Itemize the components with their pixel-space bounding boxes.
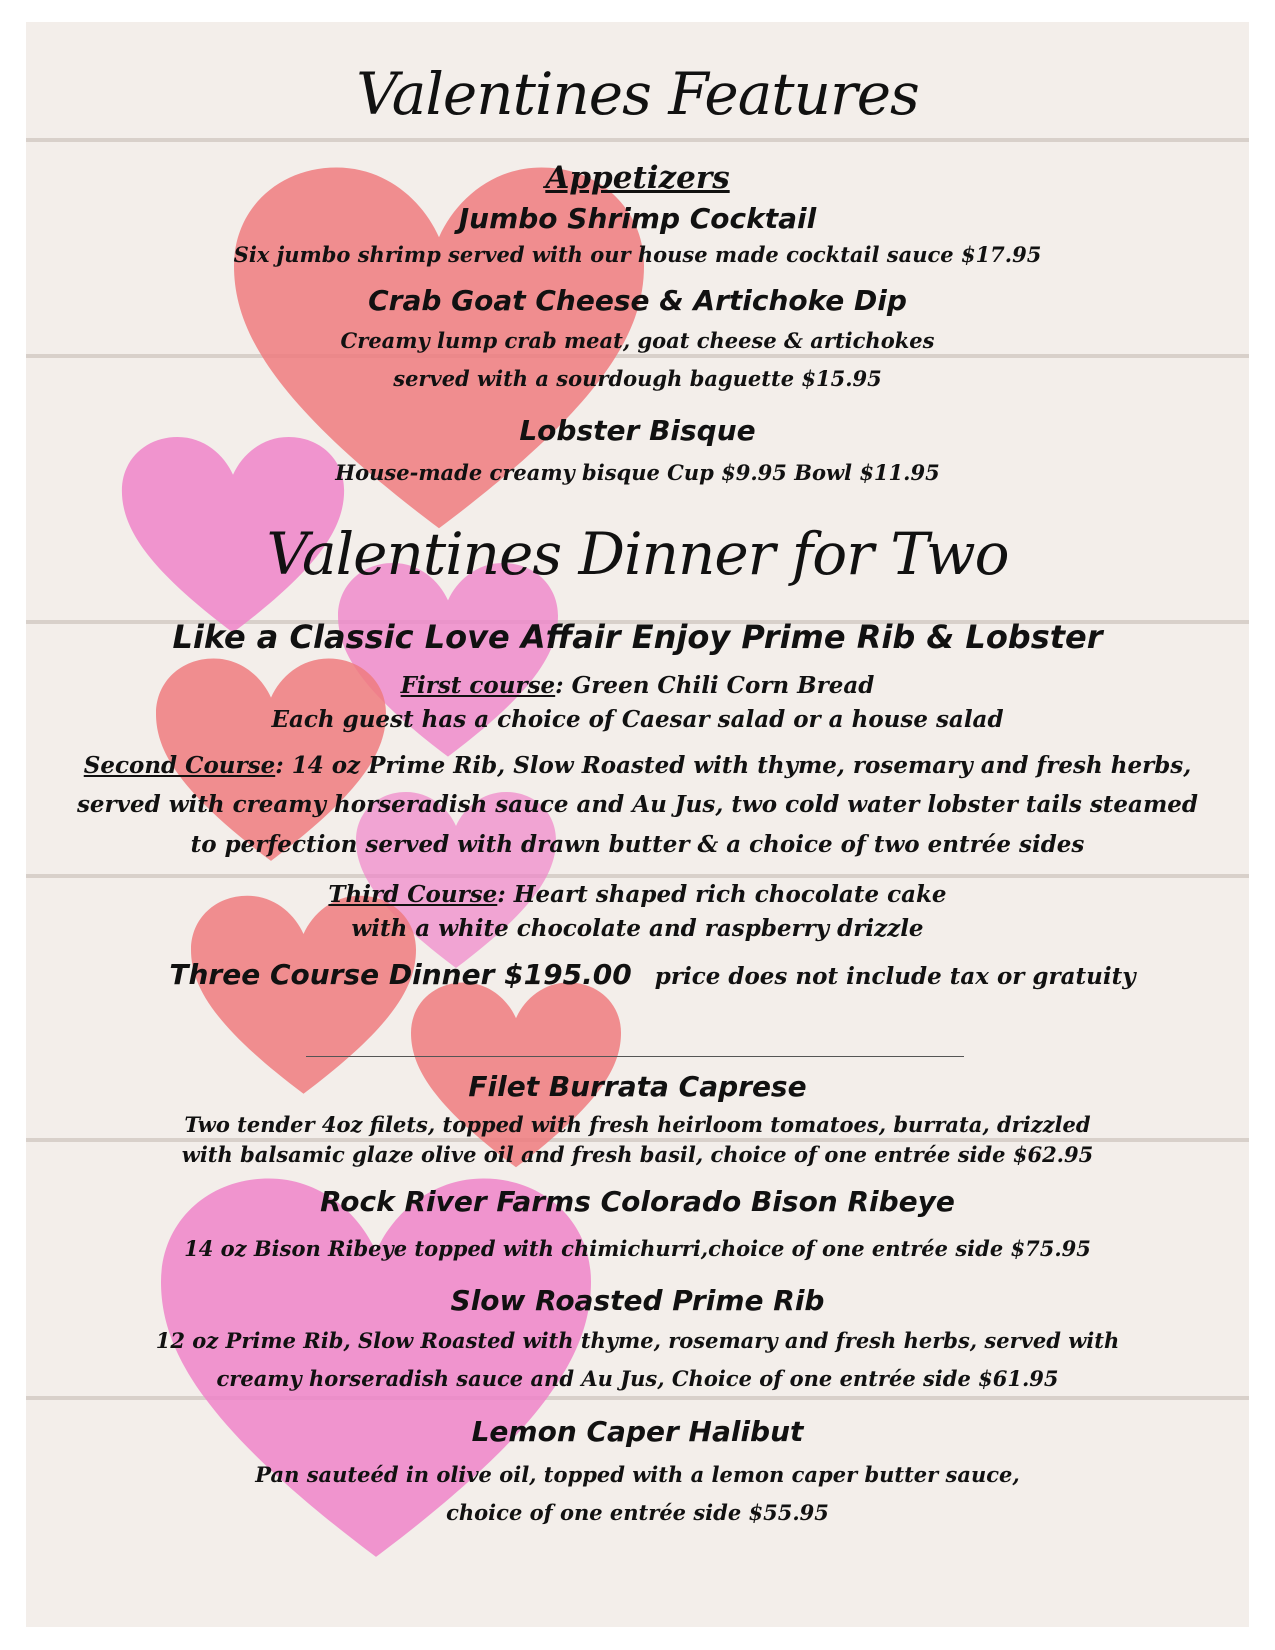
dinner-headline: Like a Classic Love Affair Enjoy Prime Rib & Lobster (172, 618, 1103, 656)
appetizer-description: Creamy lump crab meat, goat cheese & artichokes (340, 328, 935, 353)
second-course-detail: to perfection served with drawn butter & a choice of two entrée sides (190, 831, 1085, 858)
third-course-detail: with a white chocolate and raspberry drizzle (351, 915, 924, 942)
entree-description: Pan sauteéd in olive oil, topped with a lemon caper butter sauce, (255, 1462, 1020, 1487)
entree-name: Lemon Caper Halibut (471, 1415, 804, 1448)
section-divider (306, 1056, 964, 1057)
appetizer-description: served with a sourdough baguette $15.95 (393, 366, 882, 391)
third-course-text: : Heart shaped rich chocolate cake (497, 881, 947, 908)
dinner-price: Three Course Dinner $195.00 (169, 958, 632, 991)
entree-description: Two tender 4oz filets, topped with fresh heirloom tomatoes, burrata, drizzled (184, 1112, 1091, 1137)
second-course-text: : 14 oz Prime Rib, Slow Roasted with thyme, rosemary and fresh herbs, (275, 752, 1192, 779)
features-title: Valentines Features (356, 60, 919, 128)
first-course-detail: Each guest has a choice of Caesar salad or a house salad (271, 706, 1004, 733)
first-course-text: : Green Chili Corn Bread (555, 672, 875, 699)
entree-name: Slow Roasted Prime Rib (450, 1284, 825, 1317)
third-course-label: Third Course (328, 881, 498, 908)
appetizer-name: Lobster Bisque (519, 414, 756, 447)
first-course-label: First course (400, 672, 556, 699)
second-course-label: Second Course (83, 752, 276, 779)
appetizer-name: Jumbo Shrimp Cocktail (458, 202, 817, 235)
entree-name: Rock River Farms Colorado Bison Ribeye (320, 1185, 955, 1218)
appetizer-description: Six jumbo shrimp served with our house made cocktail sauce $17.95 (233, 242, 1042, 267)
dinner-price-note: price does not include tax or gratuity (654, 963, 1136, 990)
appetizer-description: House-made creamy bisque Cup $9.95 Bowl $11.95 (335, 460, 940, 485)
entree-description: 12 oz Prime Rib, Slow Roasted with thyme, rosemary and fresh herbs, served with (155, 1328, 1120, 1353)
dinner-title: Valentines Dinner for Two (266, 520, 1009, 588)
menu-content (26, 22, 1249, 1627)
entree-description: with balsamic glaze olive oil and fresh basil, choice of one entrée side $62.95 (181, 1142, 1094, 1167)
appetizers-heading: Appetizers (545, 160, 730, 196)
second-course-line (26, 752, 1249, 779)
appetizer-name: Crab Goat Cheese & Artichoke Dip (368, 284, 907, 317)
entree-description: choice of one entrée side $55.95 (446, 1500, 829, 1525)
entree-description: 14 oz Bison Ribeye topped with chimichurri,choice of one entrée side $75.95 (184, 1236, 1091, 1261)
entree-description: creamy horseradish sauce and Au Jus, Choice of one entrée side $61.95 (216, 1366, 1059, 1391)
second-course-detail: served with creamy horseradish sauce and Au Jus, two cold water lobster tails steamed (76, 791, 1199, 818)
first-course-line (26, 672, 1249, 699)
third-course-line (26, 881, 1249, 908)
dinner-price-line (26, 958, 1249, 991)
entree-name: Filet Burrata Caprese (468, 1070, 807, 1103)
